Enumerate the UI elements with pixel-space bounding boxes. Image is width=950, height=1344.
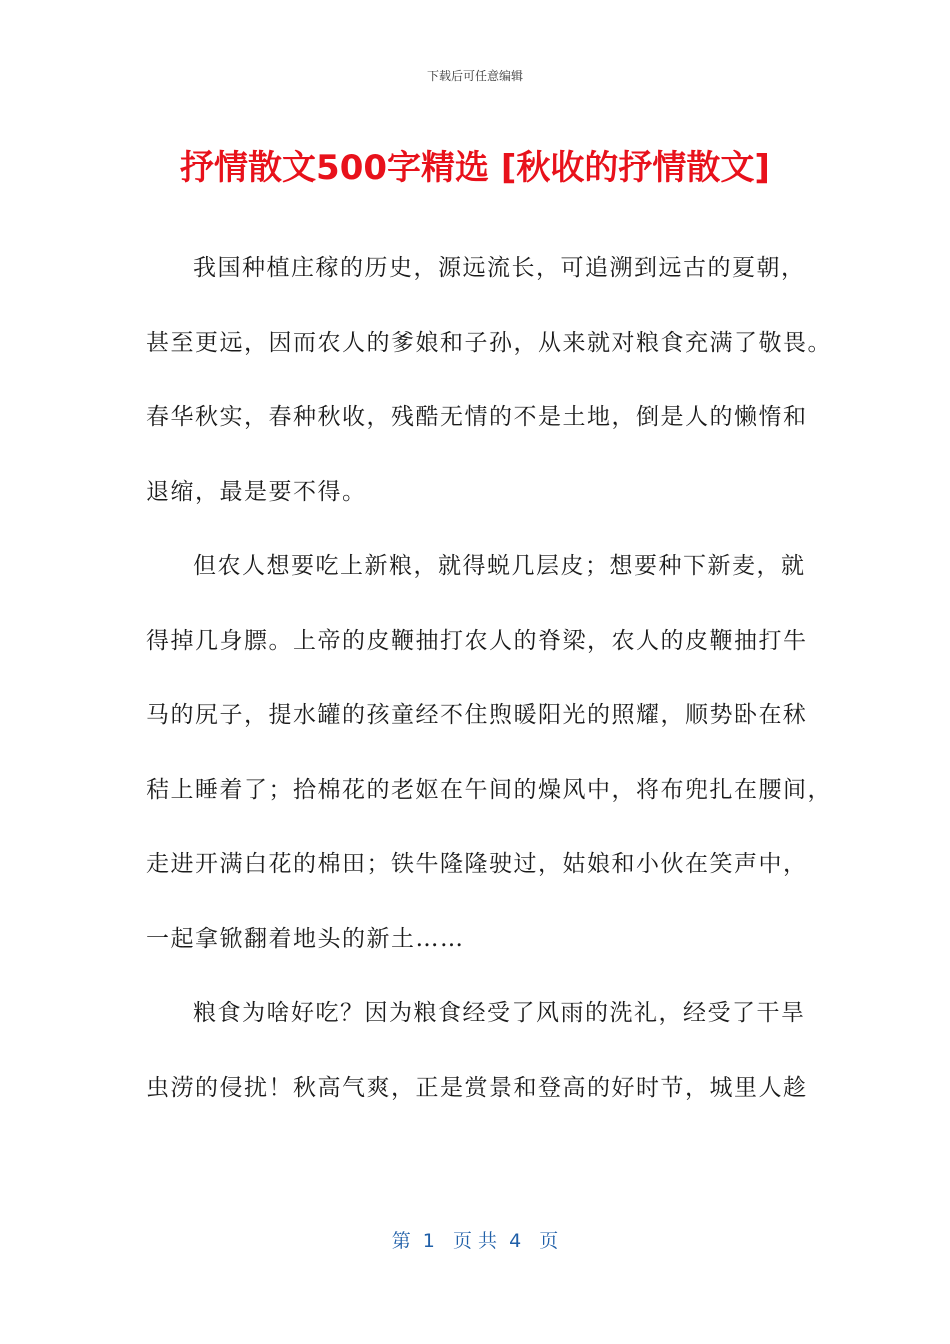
body-line: 虫涝的侵扰！秋高气爽，正是赏景和登高的好时节，城里人趁 [146, 1074, 808, 1101]
body-line: 走进开满白花的棉田；铁牛隆隆驶过，姑娘和小伙在笑声中， [146, 851, 808, 877]
body-line: 粮食为啥好吃？因为粮食经受了风雨的洗礼，经受了干旱 [193, 1000, 806, 1026]
body-line: 春华秋实，春种秋收，残酷无情的不是土地，倒是人的懒惰和 [146, 404, 808, 430]
body-line: 得掉几身膘。上帝的皮鞭抽打农人的脊梁，农人的皮鞭抽打牛 [146, 627, 808, 654]
document-title: 抒情散文500字精选 [秋收的抒情散文] [180, 148, 770, 188]
body-line: 一起拿锨翻着地头的新土…… [146, 925, 465, 952]
body-line: 但农人想要吃上新粮，就得蜕几层皮；想要种下新麦，就 [193, 553, 806, 579]
body-line: 秸上睡着了；拾棉花的老妪在午间的燥风中，将布兜扎在腰间， [146, 776, 832, 803]
page-number-footer: 第 1 页 共 4 页 [391, 1230, 559, 1252]
page-header-note: 下载后可任意编辑 [426, 69, 523, 83]
body-line: 甚至更远，因而农人的爹娘和子孙，从来就对粮食充满了敬畏。 [146, 329, 832, 356]
body-line: 退缩，最是要不得。 [146, 478, 367, 505]
body-text [146, 250, 832, 1144]
body-line: 马的尻子，提水罐的孩童经不住煦暖阳光的照耀，顺势卧在秫 [146, 702, 808, 728]
body-line: 我国种植庄稼的历史，源远流长，可追溯到远古的夏朝， [193, 255, 806, 281]
